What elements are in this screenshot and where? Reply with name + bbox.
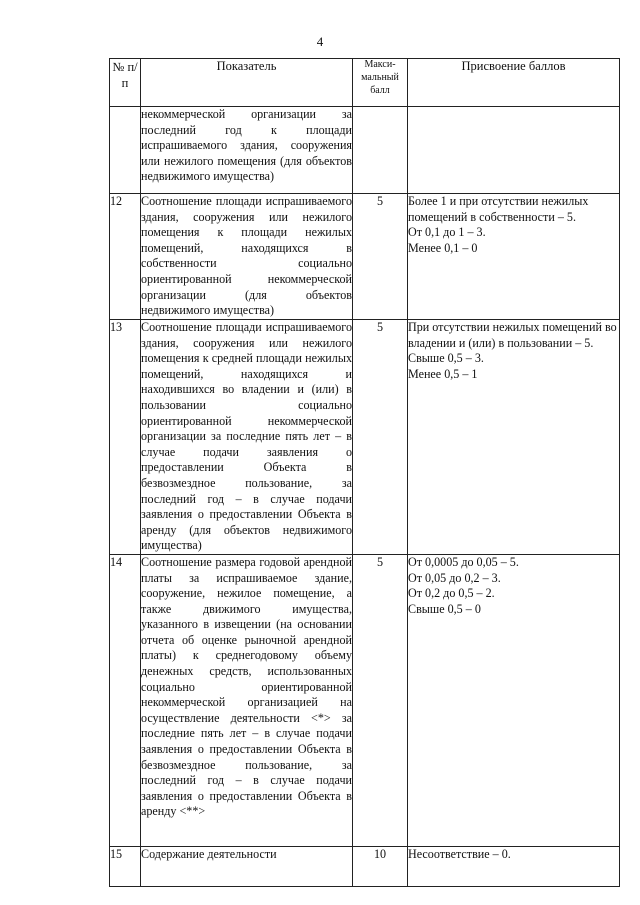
scoring-line: Менее 0,1 – 0 bbox=[408, 240, 478, 255]
scoring-line: От 0,1 до 1 – 3. bbox=[408, 225, 486, 240]
scoring-line: При отсутствии нежилых помещений во владении и (или) в пользовании – 5. bbox=[408, 320, 617, 350]
scoring-line: Свыше 0,5 – 3. bbox=[408, 351, 484, 366]
criteria-table bbox=[109, 58, 620, 887]
table-row bbox=[110, 846, 620, 886]
row-num: 15 bbox=[110, 846, 141, 886]
scoring-line: Свыше 0,5 – 0 bbox=[408, 601, 481, 616]
header-num: № п/п bbox=[110, 59, 141, 107]
scoring-line: Менее 0,5 – 1 bbox=[408, 366, 478, 381]
row-max-score: 5 bbox=[353, 554, 408, 846]
row-max-score bbox=[353, 107, 408, 194]
scoring-line: От 0,05 до 0,2 – 3. bbox=[408, 570, 501, 585]
scoring-line: Более 1 и при отсутствии нежилых помещений в собственности – 5. bbox=[408, 194, 589, 224]
table-row bbox=[110, 554, 620, 846]
row-indicator: некоммерческой организации за последний год к площади испрашиваемого здания, сооружения или нежилого помещения (для объектов недвижимого имущества) bbox=[141, 107, 353, 194]
row-max-score: 5 bbox=[353, 320, 408, 555]
row-indicator: Соотношение площади испрашиваемого здания, сооружения или нежилого помещения к площади нежилых помещений, находящихся в собственности социально ориентированной некоммерческой организации (для объектов недвижимого имущества) bbox=[141, 194, 353, 320]
table-row bbox=[110, 194, 620, 320]
row-num: 13 bbox=[110, 320, 141, 555]
table-header-row bbox=[110, 59, 620, 107]
row-max-score: 10 bbox=[353, 846, 408, 886]
row-num bbox=[110, 107, 141, 194]
scoring-line: От 0,2 до 0,5 – 2. bbox=[408, 586, 495, 601]
row-indicator: Соотношение размера годовой арендной платы за испрашиваемое здание, сооружение, нежилое помещение, а также движимого имущества, указанного в извещении (на основании отчета об оценке рыночной арендной платы) к среднегодовому объему денежных средств, использованных социально ориентированной некоммерческой организацией на осуществление деятельности <*> за последние пять лет – в случае подачи заявления о предоставлении Объекта в безвозмездное пользование, за последний год – в случае подачи заявления о предоставлении Объекта в аренду <**> bbox=[141, 554, 353, 846]
row-indicator: Содержание деятельности bbox=[141, 846, 353, 886]
row-scoring bbox=[408, 554, 620, 846]
scoring-line: Несоответствие – 0. bbox=[408, 846, 511, 861]
scoring-line: От 0,0005 до 0,05 – 5. bbox=[408, 554, 519, 569]
row-scoring bbox=[408, 194, 620, 320]
header-scoring: Присвоение баллов bbox=[408, 59, 620, 107]
table-row bbox=[110, 320, 620, 555]
header-max-score: Макси-мальный балл bbox=[353, 59, 408, 107]
row-scoring bbox=[408, 846, 620, 886]
row-num: 12 bbox=[110, 194, 141, 320]
row-scoring bbox=[408, 320, 620, 555]
header-indicator: Показатель bbox=[141, 59, 353, 107]
row-max-score: 5 bbox=[353, 194, 408, 320]
table-row bbox=[110, 107, 620, 194]
row-scoring bbox=[408, 107, 620, 194]
row-num: 14 bbox=[110, 554, 141, 846]
page-number: 4 bbox=[316, 34, 324, 49]
row-indicator: Соотношение площади испрашиваемого здания, сооружения или нежилого помещения к средней площади нежилых помещений, находящихся и находившихся во владении и (или) в пользовании социально ориентированной некоммерческой организации за последние пять лет – в случае подачи заявления о предоставлении Объекта в безвозмездное пользование, за последний год – в случае подачи заявления о предоставлении Объекта в аренду (для объектов недвижимого имущества) bbox=[141, 320, 353, 555]
